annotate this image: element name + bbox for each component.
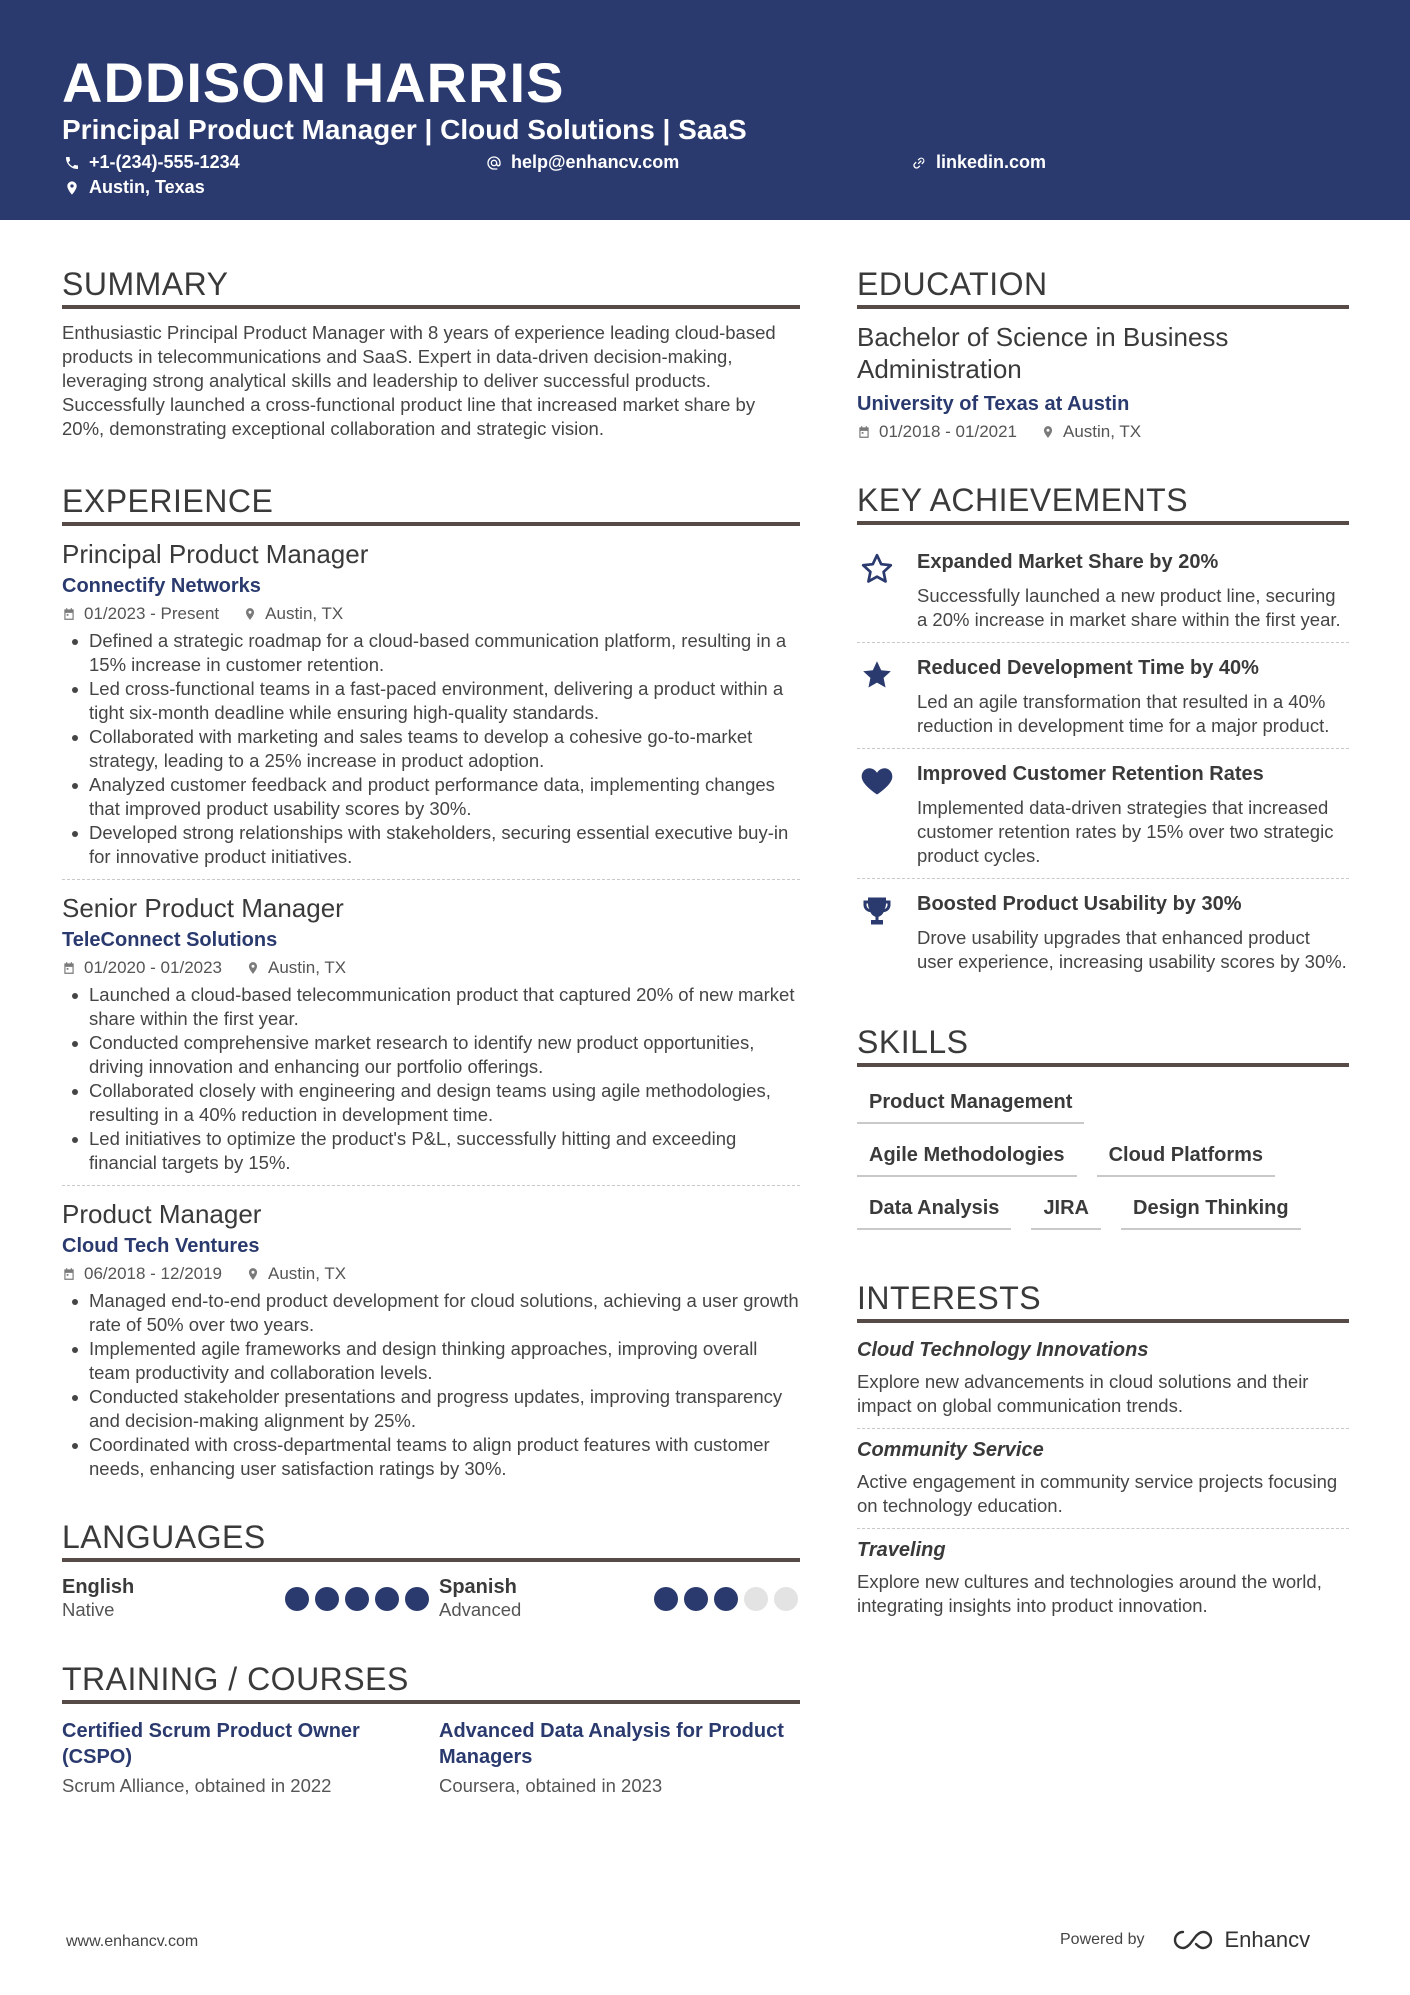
education-degree: Bachelor of Science in Business Administration (857, 322, 1229, 384)
section-heading: TRAINING / COURSES (62, 1661, 800, 1704)
education-school: University of Texas at Austin (857, 393, 1130, 415)
footer-branding (1060, 1927, 1310, 1953)
rating-dot-filled (285, 1587, 309, 1611)
location-pin-icon (1041, 425, 1055, 439)
summary-text: Enthusiastic Principal Product Manager with 8 years of experience leading cloud-based products in telecommunications and SaaS. Expert in data-driven decision-making, leveraging strong analytical skills and leadership to deliver successful products. Successfully launched a cross-functional product line that increased market share by 20%, demonstrating exceptional collaboration and strategic vision. (62, 322, 776, 439)
language-level: Native (62, 1599, 115, 1620)
link-icon (911, 155, 927, 171)
section-heading: KEY ACHIEVEMENTS (857, 482, 1349, 525)
interest-title: Traveling (857, 1539, 946, 1561)
rating-dot-empty (744, 1587, 768, 1611)
contact-website[interactable] (911, 152, 1046, 173)
achievement-title: Boosted Product Usability by 30% (917, 893, 1242, 915)
training-section (62, 1661, 800, 1797)
location-pin-icon (64, 180, 80, 196)
skill-tag: Cloud Platforms (1097, 1132, 1275, 1177)
trophy-icon (859, 893, 895, 929)
achievement-title: Expanded Market Share by 20% (917, 551, 1219, 573)
bullet-item: Collaborated closely with engineering and design teams using agile methodologies, resulting in a 40% reduction in development time. (62, 1079, 800, 1127)
job-dates (62, 958, 222, 978)
brand-logo[interactable] (1171, 1927, 1311, 1953)
education-dates (857, 422, 1017, 442)
phone-icon (64, 155, 80, 171)
right-column (857, 266, 1349, 1634)
job-location (246, 1264, 346, 1284)
star-outline-icon (859, 551, 895, 587)
achievement-desc: Led an agile transformation that resulted in a 40% reduction in development time for a major product. (917, 691, 1330, 736)
job-title: Product Manager (62, 1199, 262, 1229)
language-name: Spanish (439, 1576, 517, 1598)
calendar-icon (62, 1267, 76, 1281)
skill-tag: Data Analysis (857, 1185, 1011, 1230)
language-level: Advanced (439, 1599, 522, 1620)
achievement-item (857, 879, 1349, 984)
interest-desc: Active engagement in community service projects focusing on technology education. (857, 1471, 1338, 1516)
interest-title: Community Service (857, 1439, 1044, 1461)
course-title: Certified Scrum Product Owner (CSPO) (62, 1720, 360, 1768)
course-item (431, 1718, 800, 1797)
bullet-item: Launched a cloud-based telecommunication product that captured 20% of new market share within the first year. (62, 983, 800, 1031)
bullet-item: Coordinated with cross-departmental teams to align product features with customer needs, enhancing user satisfaction ratings by 30%. (62, 1433, 800, 1481)
job-location-text: Austin, TX (268, 1264, 347, 1283)
bullet-item: Conducted stakeholder presentations and progress updates, improving transparency and decision-making alignment by 25%. (62, 1385, 800, 1433)
location-pin-icon (246, 1267, 260, 1281)
bullet-item: Analyzed customer feedback and product performance data, implementing changes that improved product usability scores by 30%. (62, 773, 800, 821)
job-company: Connectify Networks (62, 575, 261, 597)
calendar-icon (857, 425, 871, 439)
education-dates-text: 01/2018 - 01/2021 (879, 422, 1018, 441)
language-rating (648, 1587, 798, 1611)
job-title: Principal Product Manager (62, 539, 369, 569)
contact-location (64, 177, 205, 198)
achievement-desc: Implemented data-driven strategies that increased customer retention rates by 15% over two strategic product cycles. (917, 797, 1334, 866)
course-provider: Coursera, obtained in 2023 (439, 1775, 663, 1796)
job-dates-text: 06/2018 - 12/2019 (84, 1264, 223, 1283)
job-entry (62, 1198, 800, 1491)
job-dates (62, 1264, 222, 1284)
education-section (857, 266, 1349, 442)
skill-tag: Design Thinking (1121, 1185, 1301, 1230)
bullet-item: Led initiatives to optimize the product's P&L, successfully hitting and exceeding financial targets by 15%. (62, 1127, 800, 1175)
section-heading: SKILLS (857, 1024, 1349, 1067)
email-link[interactable]: help@enhancv.com (511, 152, 680, 172)
job-location-text: Austin, TX (265, 604, 344, 623)
location-text: Austin, Texas (89, 177, 205, 197)
bullet-item: Defined a strategic roadmap for a cloud-based communication platform, resulting in a 15% increase in customer retention. (62, 629, 800, 677)
job-dates-text: 01/2020 - 01/2023 (84, 958, 223, 977)
languages-section (62, 1519, 800, 1621)
interest-item (857, 1535, 1349, 1628)
interest-title: Cloud Technology Innovations (857, 1339, 1149, 1361)
interest-desc: Explore new advancements in cloud solutions and their impact on global communication trends. (857, 1371, 1309, 1416)
rating-dot-filled (345, 1587, 369, 1611)
at-icon (486, 155, 502, 171)
job-location (246, 958, 346, 978)
contact-email[interactable] (486, 152, 679, 173)
education-location-text: Austin, TX (1063, 422, 1142, 441)
section-heading: SUMMARY (62, 266, 800, 309)
star-icon (859, 657, 895, 693)
education-location (1041, 422, 1141, 442)
achievement-title: Reduced Development Time by 40% (917, 657, 1259, 679)
achievement-title: Improved Customer Retention Rates (917, 763, 1264, 785)
summary-section (62, 266, 800, 441)
resume-header (0, 0, 1410, 220)
languages-list (62, 1576, 800, 1621)
calendar-icon (62, 961, 76, 975)
rating-dot-filled (714, 1587, 738, 1611)
job-meta (62, 1264, 800, 1284)
bullet-item: Conducted comprehensive market research to identify new product opportunities, driving innovation and enhancing our portfolio offerings. (62, 1031, 800, 1079)
language-item (431, 1576, 800, 1621)
skill-tag: JIRA (1031, 1185, 1101, 1230)
website-link[interactable]: linkedin.com (936, 152, 1047, 172)
interest-desc: Explore new cultures and technologies around the world, integrating insights into product innovation. (857, 1571, 1322, 1616)
achievement-item (857, 643, 1349, 749)
section-heading: EXPERIENCE (62, 483, 800, 526)
course-item (62, 1718, 431, 1797)
interest-item (857, 1435, 1349, 1529)
bullet-item: Implemented agile frameworks and design thinking approaches, improving overall team productivity and collaboration levels. (62, 1337, 800, 1385)
skill-tag: Product Management (857, 1079, 1084, 1124)
job-entry (62, 538, 800, 880)
contact-phone (64, 152, 240, 173)
experience-section (62, 483, 800, 1491)
footer-website[interactable]: www.enhancv.com (66, 1933, 199, 1950)
courses-list (62, 1718, 800, 1797)
language-name: English (62, 1576, 135, 1598)
bullet-item: Collaborated with marketing and sales teams to develop a cohesive go-to-market strategy, leading to a 25% increase in product adoption. (62, 725, 800, 773)
skill-tag: Agile Methodologies (857, 1132, 1077, 1177)
job-bullets (62, 1289, 800, 1481)
section-heading: EDUCATION (857, 266, 1349, 309)
brand-name: Enhancv (1224, 1927, 1311, 1952)
job-meta (62, 958, 800, 978)
rating-dot-empty (774, 1587, 798, 1611)
powered-by-text: Powered by (1060, 1931, 1145, 1948)
job-company: Cloud Tech Ventures (62, 1235, 260, 1257)
achievements-section (857, 482, 1349, 984)
bullet-item: Managed end-to-end product development for cloud solutions, achieving a user growth rate of 50% over two years. (62, 1289, 800, 1337)
location-pin-icon (243, 607, 257, 621)
left-column (62, 266, 800, 1797)
rating-dot-filled (405, 1587, 429, 1611)
education-meta (857, 422, 1349, 442)
job-bullets (62, 983, 800, 1175)
heart-icon (859, 763, 895, 799)
achievement-item (857, 537, 1349, 643)
location-pin-icon (246, 961, 260, 975)
candidate-name: ADDISON HARRIS (62, 51, 565, 114)
section-heading: LANGUAGES (62, 1519, 800, 1562)
skills-list (857, 1079, 1349, 1238)
achievement-item (857, 749, 1349, 879)
rating-dot-filled (684, 1587, 708, 1611)
interest-item (857, 1335, 1349, 1429)
section-heading: INTERESTS (857, 1280, 1349, 1323)
rating-dot-filled (315, 1587, 339, 1611)
skills-section (857, 1024, 1349, 1238)
achievement-desc: Drove usability upgrades that enhanced product user experience, increasing usability scores by 30%. (917, 927, 1347, 972)
course-provider: Scrum Alliance, obtained in 2022 (62, 1775, 332, 1796)
bullet-item: Led cross-functional teams in a fast-paced environment, delivering a product within a tight six-month deadline while ensuring high-quality standards. (62, 677, 800, 725)
job-location (243, 604, 343, 624)
job-entry (62, 892, 800, 1186)
bullet-item: Developed strong relationships with stakeholders, securing essential executive buy-in for innovative product initiatives. (62, 821, 800, 869)
job-dates-text: 01/2023 - Present (84, 604, 220, 623)
rating-dot-filled (654, 1587, 678, 1611)
job-meta (62, 604, 800, 624)
language-rating (279, 1587, 429, 1611)
course-title: Advanced Data Analysis for Product Managers (439, 1720, 784, 1768)
language-item (62, 1576, 431, 1621)
job-dates (62, 604, 219, 624)
job-location-text: Austin, TX (268, 958, 347, 977)
rating-dot-filled (375, 1587, 399, 1611)
job-company: TeleConnect Solutions (62, 929, 278, 951)
candidate-title: Principal Product Manager | Cloud Solutions | SaaS (62, 114, 747, 145)
job-title: Senior Product Manager (62, 893, 344, 923)
calendar-icon (62, 607, 76, 621)
achievement-desc: Successfully launched a new product line, securing a 20% increase in market share within the first year. (917, 585, 1341, 630)
job-bullets (62, 629, 800, 869)
enhancv-logo-icon (1171, 1928, 1217, 1952)
interests-section (857, 1280, 1349, 1628)
phone-text: +1-(234)-555-1234 (89, 152, 240, 172)
